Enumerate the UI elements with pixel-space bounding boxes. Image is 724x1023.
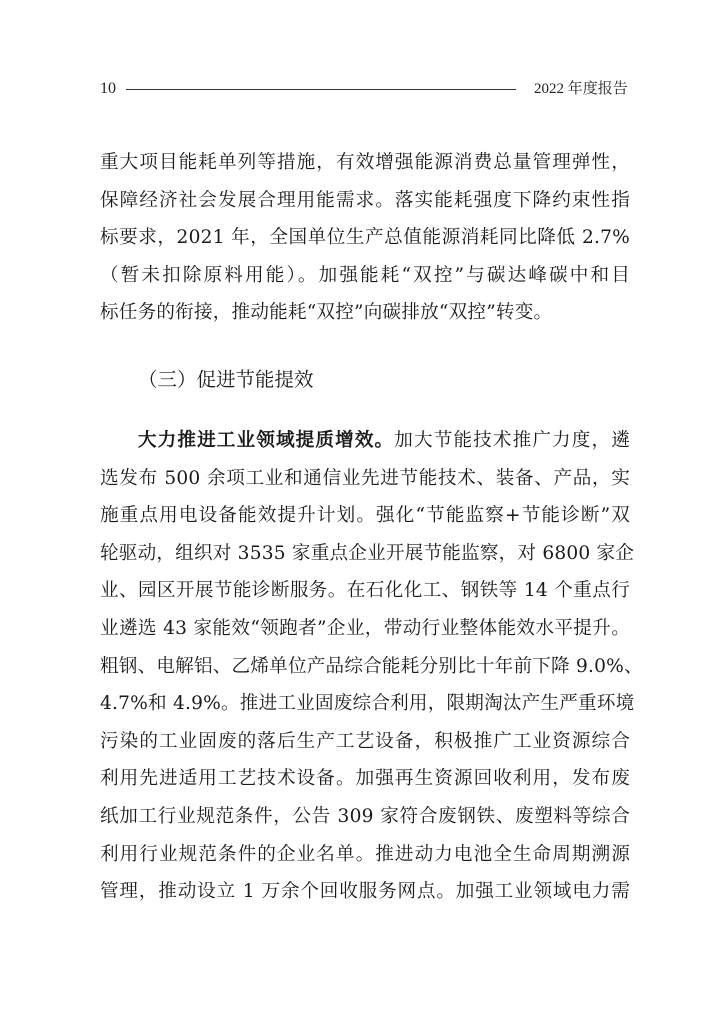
paragraph-industrial-efficiency [100, 422, 643, 911]
text-line: 重大项目能耗单列等措施，有效增强能源消费总量管理弹性， [100, 152, 630, 173]
text-line: （暂未扣除原料用能）。加强能耗“双控”与碳达峰碳中和目 [100, 264, 630, 286]
text-line: 标要求，2021 年，全国单位生产总值能源消耗同比降低 2.7% [100, 227, 630, 249]
text-line: 保障经济社会发展合理用能需求。落实能耗强度下降约束性指 [100, 189, 630, 211]
text-line: 污染的工业固废的落后生产工艺设备，积极推广工业资源综合 [100, 730, 630, 752]
page-body [100, 144, 643, 903]
section-heading: （三）促进节能提效 [138, 368, 314, 391]
bold-lead-sentence: 大力推进工业领域提质增效。 [137, 430, 395, 451]
page-number: 10 [100, 80, 116, 97]
text-line: 业遴选 43 家能效“领跑者”企业，带动行业整体能效水平提升。 [100, 617, 630, 639]
text-line: 标任务的衔接，推动能耗“双控”向碳排放“双控”转变。 [100, 302, 553, 324]
text-line: 施重点用电设备能效提升计划。强化“节能监察+节能诊断”双 [100, 505, 630, 527]
text-line: 管理，推动设立 1 万余个回收服务网点。加强工业领域电力需 [100, 881, 630, 903]
page-header [100, 78, 628, 100]
text-line: 利用先进适用工艺技术设备。加强再生资源回收利用，发布废 [100, 768, 630, 790]
report-title: 2022 年度报告 [534, 81, 628, 97]
text-line: 纸加工行业规范条件，公告 309 家符合废钢铁、废塑料等综合 [100, 805, 630, 827]
header-divider [126, 89, 516, 90]
paragraph-energy-control [100, 144, 630, 332]
text-fragment: 加大节能技术推广力度，遴 [394, 430, 630, 451]
text-line: 业、园区开展节能诊断服务。在石化化工、钢铁等 14 个重点行 [100, 580, 630, 602]
text-line: 选发布 500 余项工业和通信业先进节能技术、装备、产品，实 [100, 467, 630, 489]
text-line-first [100, 422, 630, 460]
text-line: 4.7%和 4.9%。推进工业固废综合利用，限期淘汰产生严重环境 [100, 693, 635, 715]
text-line: 利用行业规范条件的企业名单。推进动力电池全生命周期溯源 [100, 843, 630, 865]
text-line: 粗钢、电解铝、乙烯单位产品综合能耗分别比十年前下降 9.0%、 [100, 655, 643, 677]
text-line: 轮驱动，组织对 3535 家重点企业开展节能监察，对 6800 家企 [100, 542, 635, 564]
